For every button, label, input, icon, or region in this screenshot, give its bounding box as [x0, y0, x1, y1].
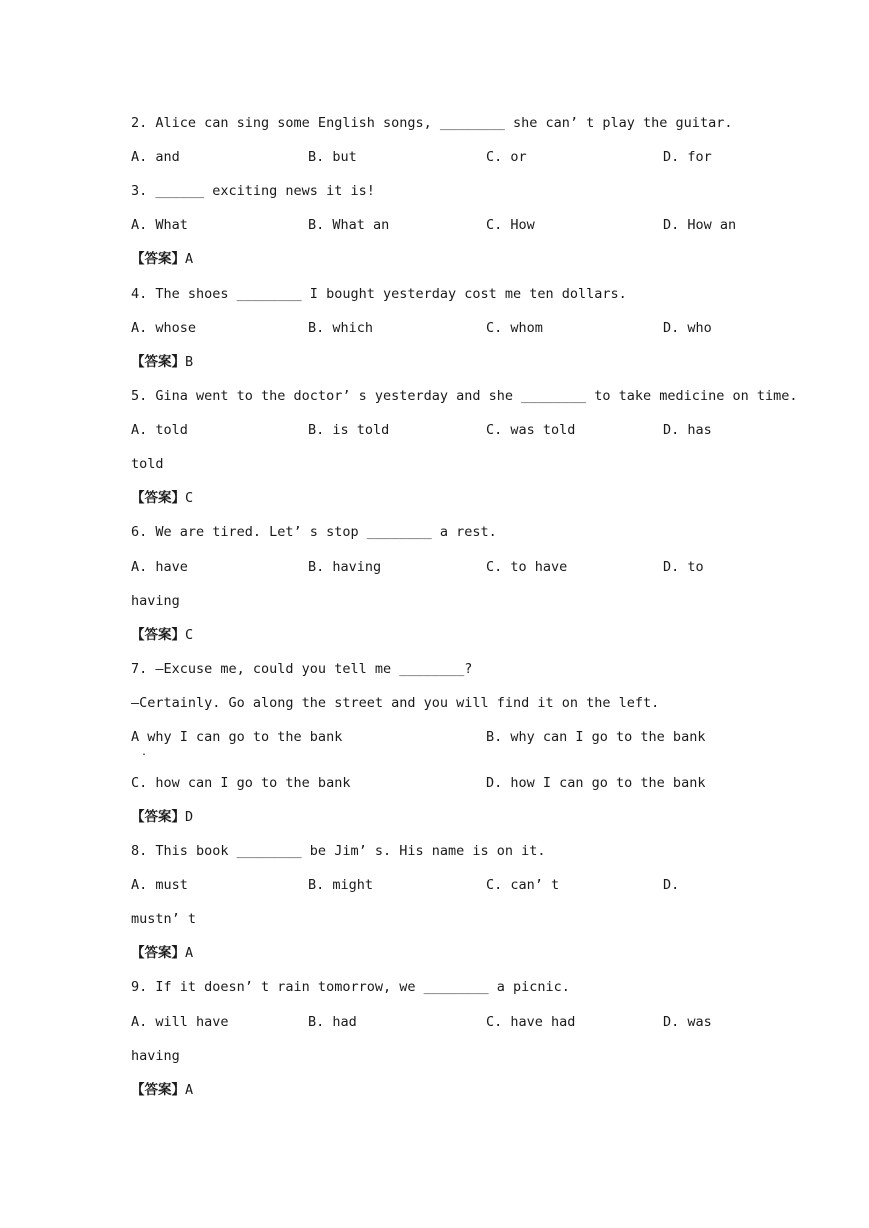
q4-option-d: D. who: [663, 320, 712, 336]
q2-option-a: A. and: [131, 149, 180, 165]
q8-option-a: A. must: [131, 877, 188, 893]
q8-answer: [131, 944, 193, 962]
q4-option-c: C. whom: [486, 320, 543, 336]
q3-option-a: A. What: [131, 217, 188, 233]
q3-answer: [131, 250, 193, 268]
question-9-stem: 9. If it doesn’ t rain tomorrow, we ________ a picnic.: [131, 979, 570, 995]
q7-option-c: C. how can I go to the bank: [131, 775, 351, 791]
q5-option-b: B. is told: [308, 422, 390, 438]
q6-option-b: B. having: [308, 559, 382, 575]
question-7-stem-reply: —Certainly. Go along the street and you will find it on the left.: [131, 695, 660, 711]
q3-option-b: B. What an: [308, 217, 390, 233]
q8-option-d-wrap: mustn’ t: [131, 911, 197, 927]
q4-option-a: A. whose: [131, 320, 197, 336]
q8-option-d: D.: [663, 877, 680, 893]
answer-label: 【答案】: [131, 251, 185, 267]
answer-value: C: [185, 490, 194, 506]
q7-option-d: D. how I can go to the bank: [486, 775, 706, 791]
q2-option-c: C. or: [486, 149, 527, 165]
q5-option-d-wrap: told: [131, 456, 164, 472]
q9-answer: [131, 1081, 193, 1099]
answer-value: A: [185, 1082, 194, 1098]
q7-option-b: B. why can I go to the bank: [486, 729, 706, 745]
q9-option-c: C. have had: [486, 1014, 576, 1030]
q5-option-d: D. has: [663, 422, 712, 438]
question-7-stem: 7. —Excuse me, could you tell me ________?: [131, 661, 473, 677]
q6-option-d: D. to: [663, 559, 704, 575]
q4-option-b: B. which: [308, 320, 374, 336]
question-5-stem: 5. Gina went to the doctor’ s yesterday and she ________ to take medicine on time.: [131, 388, 798, 404]
question-8-stem: 8. This book ________ be Jim’ s. His name is on it.: [131, 843, 546, 859]
q2-option-d: D. for: [663, 149, 712, 165]
question-2-stem: 2. Alice can sing some English songs, ________ she can’ t play the guitar.: [131, 115, 733, 131]
q5-option-a: A. told: [131, 422, 188, 438]
q6-option-d-wrap: having: [131, 593, 180, 609]
answer-value: A: [185, 945, 194, 961]
answer-label: 【答案】: [131, 490, 185, 506]
answer-label: 【答案】: [131, 354, 185, 370]
answer-label: 【答案】: [131, 945, 185, 961]
q9-option-d-wrap: having: [131, 1048, 180, 1064]
q7-answer: [131, 808, 193, 826]
q7-option-a-dot: .: [141, 747, 148, 758]
question-4-stem: 4. The shoes ________ I bought yesterday cost me ten dollars.: [131, 286, 627, 302]
answer-value: C: [185, 627, 194, 643]
q6-answer: [131, 626, 193, 644]
q6-option-a: A. have: [131, 559, 188, 575]
q4-answer: [131, 353, 193, 371]
q5-option-c: C. was told: [486, 422, 576, 438]
question-6-stem: 6. We are tired. Let’ s stop ________ a rest.: [131, 524, 497, 540]
q3-option-c: C. How: [486, 217, 535, 233]
q3-option-d: D. How an: [663, 217, 737, 233]
answer-value: D: [185, 809, 194, 825]
answer-value: A: [185, 251, 194, 267]
question-3-stem: 3. ______ exciting news it is!: [131, 183, 375, 199]
q5-answer: [131, 489, 193, 507]
answer-label: 【答案】: [131, 627, 185, 643]
answer-label: 【答案】: [131, 809, 185, 825]
answer-value: B: [185, 354, 194, 370]
q9-option-d: D. was: [663, 1014, 712, 1030]
answer-label: 【答案】: [131, 1082, 185, 1098]
q8-option-b: B. might: [308, 877, 374, 893]
q9-option-a: A. will have: [131, 1014, 229, 1030]
q6-option-c: C. to have: [486, 559, 568, 575]
q8-option-c: C. can’ t: [486, 877, 560, 893]
q2-option-b: B. but: [308, 149, 357, 165]
q7-option-a: A why I can go to the bank: [131, 729, 343, 745]
q9-option-b: B. had: [308, 1014, 357, 1030]
